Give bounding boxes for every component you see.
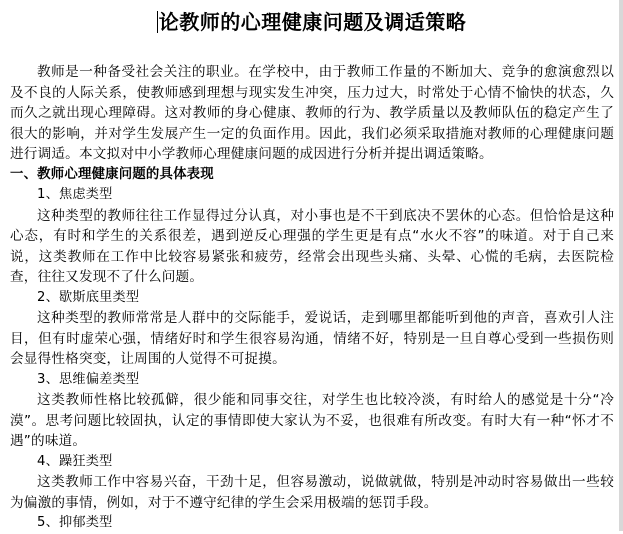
intro-paragraph: 教师是一种备受社会关注的职业。在学校中，由于教师工作量的不断加大、竞争的愈演愈烈以及不良的人际关系，使教师感到理想与现实发生冲突，压力过大，时常处于心情不愉快的状态，久而久之就出现心理障碍。这对教师的身心健康、教师的行为、教学质量以及教师队伍的稳定产生了很大的影响，并对学生发展产生一定的负面作用。因此，我们必须采取措施对教师的心理健康问题进行调适。本文拟对中小学教师心理健康问题的成因进行分析并提出调适策略。 bbox=[10, 64, 614, 162]
section-heading: 一、教师心理健康问题的具体表现 bbox=[10, 166, 214, 182]
subsection-paragraph: 这类教师工作中容易兴奋，干劲十足，但容易激动，说做就做，特别是冲动时容易做出一些较为偏激的事情，例如，对于不遵守纪律的学生会采用极端的惩罚手段。 bbox=[10, 474, 614, 511]
subsection-heading: 4、躁狂类型 bbox=[37, 453, 113, 469]
text-cursor bbox=[157, 11, 158, 33]
document-body bbox=[10, 62, 614, 534]
subsection-heading: 3、思维偏差类型 bbox=[37, 371, 140, 387]
subsection-heading: 1、焦虑类型 bbox=[37, 187, 113, 202]
subsection-paragraph: 这种类型的教师常常是人群中的交际能手，爱说话，走到哪里都能听到他的声音，喜欢引人注目，但有时虚荣心强，情绪好时和学生很容易沟通，情绪不好，特别是一旦自尊心受到一些损伤则会显得性格突变，让周围的人觉得不可捉摸。 bbox=[10, 310, 614, 367]
document-title: 论教师的心理健康问题及调适策略 bbox=[158, 10, 467, 34]
window-edge bbox=[619, 0, 623, 531]
subsection-paragraph: 这类教师性格比较孤僻，很少能和同事交往，对学生也比较冷淡，有时给人的感觉是十分“冷漠”。思考问题比较固执，认定的事情即使大家认为不妥，也很难有所改变。有时大有一种“怀才不遇”的味道。 bbox=[10, 392, 614, 449]
subsection-paragraph: 这种类型的教师往往工作显得过分认真，对小事也是不干到底决不罢休的心态。但恰恰是这种心态，有时和学生的关系很差，遇到逆反心理强的学生更是有点“水火不容”的味道。对于自己来说，这类教师在工作中比较容易紧张和疲劳，经常会出现些头痛、头晕、心慌的毛病，去医院检查，往往又发现不了什么问题。 bbox=[10, 207, 614, 285]
subsection-heading: 2、歇斯底里类型 bbox=[37, 289, 140, 305]
document-title-line bbox=[0, 9, 623, 35]
subsection-heading: 5、抑郁类型 bbox=[37, 515, 113, 530]
